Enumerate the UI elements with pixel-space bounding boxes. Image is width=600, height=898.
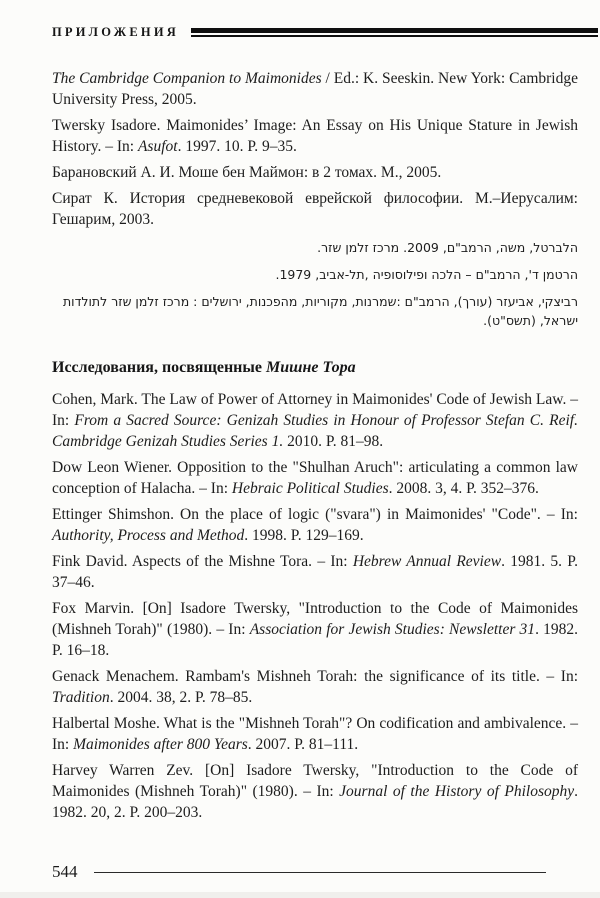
bibliography-entry [52, 292, 578, 330]
entry-text: Исследования, посвященные [52, 359, 266, 376]
entry-title-italic: Hebrew Annual Review [352, 553, 502, 570]
entry-text: . 2007. P. 81–111. [247, 736, 359, 753]
entry-text: Сират К. История средневековой еврейской философии. М.–Иерусалим: Гешарим, 2003. [52, 190, 578, 228]
entry-text: . 1997. 10. P. 9–35. [177, 138, 297, 155]
page-footer [52, 862, 578, 882]
bibliography-entry [52, 760, 578, 823]
bibliography-entry [52, 265, 578, 284]
entry-text: . 1982. P. 16–18. [52, 621, 579, 659]
entry-text: Барановский А. И. Моше бен Маймон: в 2 томах. М., 2005. [52, 164, 442, 181]
bibliography-entry [52, 598, 578, 661]
entry-text: Fink David. Aspects of the Mishne Tora. – In: [52, 553, 353, 570]
entry-title-italic: Maimonides after 800 Years [73, 736, 248, 753]
bibliography [52, 68, 578, 823]
entry-text: Ettinger Shimshon. On the place of logic ("svara") in Maimonides' "Code". – In: [52, 506, 578, 523]
bibliography-entry [52, 389, 578, 452]
entry-text: Harvey Warren Zev. [On] Isadore Twersky, "Introduction to the Code of Maimonides (Mishneh Torah)" (1980). – In: [52, 762, 578, 800]
entry-text: . 2004. 38, 2. P. 78–85. [109, 689, 253, 706]
bibliography-entry [52, 188, 578, 230]
entry-title-italic: The Cambridge Companion to Maimonides [52, 70, 322, 87]
entry-text: . 1982. 20, 2. P. 200–203. [52, 783, 578, 821]
bibliography-entry [52, 666, 578, 708]
entry-title-italic: Hebraic Political Studies [231, 480, 389, 497]
bibliography-section-mishne-tora-studies [52, 357, 578, 823]
footer-rule [94, 872, 547, 873]
bibliography-section-hebrew-works [52, 238, 578, 330]
bibliography-entry [52, 457, 578, 499]
bibliography-entry [52, 504, 578, 546]
running-head: ПРИЛОЖЕНИЯ [52, 25, 179, 39]
page-number: 544 [52, 862, 78, 881]
header-divider-rule [191, 28, 598, 37]
entry-text: / Ed.: K. Seeskin. New York: Cambridge University Press, 2005. [52, 70, 578, 108]
entry-text: Fox Marvin. [On] Isadore Twersky, "Introduction to the Code of Maimonides (Mishneh Torah)" (1980). – In: [52, 600, 578, 638]
entry-text: Halbertal Moshe. What is the "Mishneh Torah"? On codification and ambivalence. – In: [52, 715, 578, 753]
entry-title-italic: From a Sacred Source: Genizah Studies in Honour of Professor Stefan C. Reif. Cambridge Genizah Studies Series 1. [52, 412, 578, 450]
header-rule-thin-bar [191, 35, 598, 37]
entry-text: . 2008. 3, 4. P. 352–376. [388, 480, 539, 497]
entry-text: Twersky Isadore. Maimonides’ Image: An Essay on His Unique Stature in Jewish History. – In: [52, 117, 578, 155]
scan-edge-shadow [0, 892, 600, 898]
entry-title-italic: Tradition [52, 689, 110, 706]
bibliography-entry [52, 713, 578, 755]
entry-text: Genack Menachem. Rambam's Mishneh Torah: the significance of its title. – In: [52, 668, 578, 685]
entry-text: רביצקי, אביעזר (עורך), הרמב"ם :שמרנות, מקוריות, מהפכנות, ירושלים : מרכז זלמן שזר לתולדות ישראל, (תשס"ט). [62, 294, 578, 328]
bibliography-entry [52, 238, 578, 257]
bibliography-entry [52, 68, 578, 110]
entry-title-italic: Asufot [137, 138, 178, 155]
bibliography-section-general-works [52, 68, 578, 230]
bibliography-entry [52, 115, 578, 157]
entry-text: 2010. P. 81–98. [283, 433, 384, 450]
entry-title-italic: Мишне Тора [266, 359, 356, 376]
entry-text: הרטמן ד', הרמב"ם – הלכה ופילוסופיה ,תל-אביב, 1979. [275, 267, 578, 282]
entry-title-italic: Journal of the History of Philosophy [339, 783, 575, 800]
section-heading [52, 357, 578, 378]
entry-text: הלברטל, משה, הרמב"ם, 2009. מרכז זלמן שזר. [317, 240, 578, 255]
bibliography-entry [52, 162, 578, 183]
entry-text: . 1981. 5. P. 37–46. [52, 553, 579, 591]
bibliography-entry [52, 551, 578, 593]
page-header [52, 25, 578, 40]
entry-text: . 1998. P. 129–169. [244, 527, 364, 544]
entry-text: Dow Leon Wiener. Opposition to the "Shulhan Aruch": articulating a common law conception of Halacha. – In: [52, 459, 578, 497]
entry-title-italic: Association for Jewish Studies: Newsletter 31 [249, 621, 536, 638]
entry-text: Cohen, Mark. The Law of Power of Attorney in Maimonides' Code of Jewish Law. – In: [52, 391, 578, 429]
entry-title-italic: Authority, Process and Method [52, 527, 245, 544]
